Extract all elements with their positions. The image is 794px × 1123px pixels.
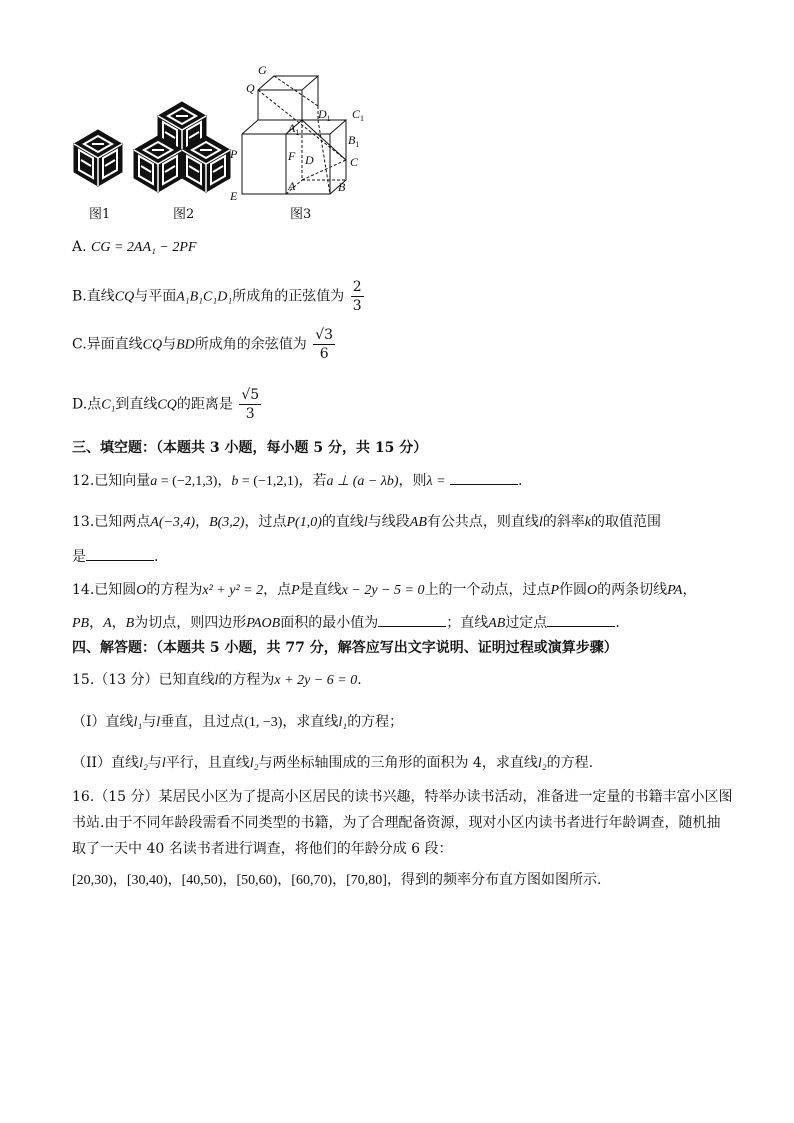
figure-3-diagram (242, 76, 346, 194)
question-15: 15.（13 分）已知直线l的方程为x + 2y − 6 = 0. (72, 672, 362, 688)
label-G: G (258, 63, 267, 77)
question-14-line-2: PB，A，B为切点，则四边形PAOB面积的最小值为 ；直线AB过定点 . (72, 612, 754, 634)
label-D: D (305, 153, 314, 167)
option-c-fraction: $\frac{√3}{6}$ (315, 327, 334, 362)
question-12: 12.已知向量a = (−2,1,3)，b = (−1,2,1)，若a ⊥ (a − λb)，则λ = . (72, 470, 754, 492)
label-E: E (230, 189, 238, 203)
label-B: B (338, 180, 346, 194)
figures-svg (60, 60, 400, 230)
answer-blank-14b (547, 612, 615, 627)
option-c: C.异面直线CQ与BD所成角的余弦值为 $\frac{√3}{6}$ (72, 327, 334, 362)
question-15-part-1: （I）直线l₁与l垂直，且过点(1, −3)，求直线l₁的方程； (72, 714, 404, 730)
label-Q: Q (246, 81, 255, 95)
figure-3-labels (229, 63, 364, 203)
figure-2-caption: 图2 (173, 207, 195, 222)
question-14-line-1: 14.已知圆O的方程为x² + y² = 2，点P是直线x − 2y − 5 = 0上的一个动点，过点P作圆O的两条切线PA， (72, 582, 697, 598)
label-D1: $D_1$ (318, 107, 331, 123)
option-b-fraction: $\frac{2}{3}$ (352, 279, 362, 314)
question-16-line-1: 16.（15 分）某居民小区为了提高小区居民的读书兴趣，特举办读书活动，准备进一定量的书籍丰富小区图 (72, 789, 733, 805)
figure-3-caption: 图3 (290, 207, 312, 222)
question-13-line-2: 是 . (72, 546, 754, 567)
figure-1-caption: 图1 (89, 207, 111, 222)
question-16-line-3: 取了一天中 40 名读书者进行调查，将他们的年龄分成 6 段： (72, 841, 453, 857)
label-P: P (230, 147, 238, 161)
label-F: F (288, 149, 296, 163)
label-A1: $A_1$ (288, 121, 300, 137)
figure-1-cube (74, 130, 122, 186)
question-16-line-4: [20,30)，[30,40)，[40,50)，[50,60)，[60,70)，[70,80]，得到的频率分布直方图如图所示. (72, 872, 602, 888)
option-d: D.点C₁到直线CQ的距离是 $\frac{√5}{3}$ (72, 387, 260, 422)
option-a: A. CG = 2AA₁ − 2PF (72, 239, 197, 255)
option-d-fraction: $\frac{√5}{3}$ (241, 387, 260, 422)
option-b: B.直线CQ与平面A₁B₁C₁D₁所成角的正弦值为 $\frac{2}{3}$ (72, 279, 362, 314)
label-B1: $B_1$ (348, 133, 360, 149)
question-13-line-1: 13.已知两点A(−3,4)，B(3,2)，过点P(1,0)的直线l与线段AB有公共点，则直线l的斜率k的取值范围 (72, 514, 661, 530)
answer-blank-14a (378, 612, 446, 627)
label-C1: $C_1$ (352, 107, 365, 123)
figure-area (60, 60, 400, 230)
figure-2-cubes (134, 102, 230, 192)
question-15-part-2: （II）直线l₂与l平行，且直线l₂与两坐标轴围成的三角形的面积为 4，求直线l₂的方程. (72, 755, 594, 771)
age-intervals: [20,30)，[30,40)，[40,50)，[50,60)，[60,70)，[70,80] (72, 873, 387, 888)
section-3-heading: 三、填空题：（本题共 3 小题，每小题 5 分，共 15 分） (72, 440, 428, 456)
section-4-heading: 四、解答题：（本题共 5 小题，共 77 分，解答应写出文字说明、证明过程或演算步骤） (72, 640, 618, 656)
label-A: A (288, 179, 296, 193)
label-C: C (350, 155, 359, 169)
answer-blank-13 (86, 546, 154, 561)
question-16-line-2: 书站.由于不同年龄段需看不同类型的书籍，为了合理配备资源，现对小区内读书者进行年龄调查，随机抽 (72, 815, 721, 831)
answer-blank-12 (450, 470, 518, 485)
